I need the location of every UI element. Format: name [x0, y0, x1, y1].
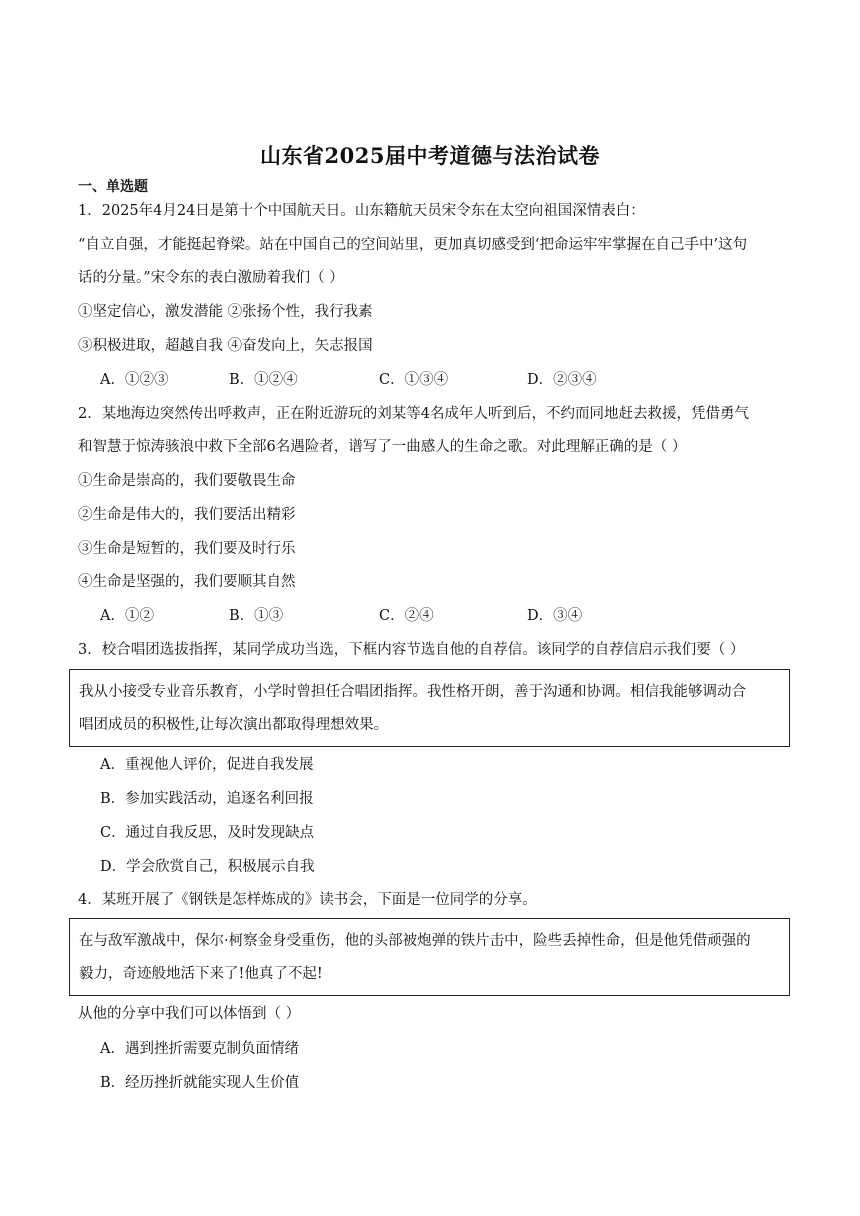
- q2-item: ②生命是伟大的，我们要活出精彩: [78, 507, 296, 523]
- q4-followup: 从他的分享中我们可以体悟到（ ）: [78, 1006, 301, 1022]
- q2-item: ③生命是短暂的，我们要及时行乐: [78, 541, 296, 557]
- q2-item: ①生命是崇高的，我们要敬畏生命: [78, 473, 296, 489]
- q1-stem-line: 1．2025年4月24日是第十个中国航天日。山东籍航天员宋令东在太空向祖国深情表白：: [78, 203, 645, 219]
- section-heading: 一、单选题: [78, 179, 148, 195]
- q1-item: ③积极进取，超越自我 ④奋发向上，矢志报国: [78, 338, 373, 354]
- q3-stem: 3．校合唱团选拔指挥，某同学成功当选，下框内容节选自他的自荐信。该同学的自荐信启示我们要（ ）: [78, 642, 745, 658]
- q4-quote-box: [69, 918, 790, 996]
- q1-option-b[interactable]: B．①②④: [229, 372, 298, 388]
- q1-stem-line: 话的分量。”宋令东的表白激励着我们（ ）: [78, 270, 344, 286]
- q2-item: ④生命是坚强的，我们要顺其自然: [78, 574, 296, 590]
- q1-item: ①坚定信心，激发潜能 ②张扬个性，我行我素: [78, 304, 373, 320]
- q1-stem-line: “自立自强，才能挺起脊梁。站在中国自己的空间站里，更加真切感受到‘把命运牢牢掌握在自己手中’这句: [78, 237, 748, 253]
- q3-option-b[interactable]: B．参加实践活动，追逐名利回报: [100, 791, 314, 807]
- q3-option-c[interactable]: C．通过自我反思，及时发现缺点: [100, 825, 315, 841]
- page-title: 山东省2025届中考道德与法治试卷: [260, 143, 600, 168]
- q3-option-a[interactable]: A．重视他人评价，促进自我发展: [100, 757, 314, 773]
- q2-stem-line: 和智慧于惊涛骇浪中救下全部6名遇险者，谱写了一曲感人的生命之歌。对此理解正确的是（ ）: [78, 439, 687, 455]
- q3-option-d[interactable]: D．学会欣赏自己，积极展示自我: [100, 859, 315, 875]
- q3-box-line: 唱团成员的积极性,让每次演出都取得理想效果。: [79, 717, 389, 733]
- q4-option-a[interactable]: A．遇到挫折需要克制负面情绪: [100, 1041, 299, 1057]
- q4-box-line: 在与敌军激战中，保尔·柯察金身受重伤，他的头部被炮弹的铁片击中，险些丢掉性命，但是他凭借顽强的: [79, 933, 751, 949]
- q2-option-d[interactable]: D．③④: [527, 608, 583, 624]
- q1-option-a[interactable]: A．①②③: [100, 372, 169, 388]
- q3-quote-box: [69, 669, 790, 747]
- q2-option-c[interactable]: C．②④: [379, 608, 434, 624]
- q1-option-c[interactable]: C．①③④: [379, 372, 449, 388]
- q2-option-a[interactable]: A．①②: [100, 608, 154, 624]
- q2-stem-line: 2．某地海边突然传出呼救声，正在附近游玩的刘某等4名成年人听到后，不约而同地赶去救援，凭借勇气: [78, 406, 749, 422]
- q2-option-b[interactable]: B．①③: [229, 608, 284, 624]
- q4-stem: 4．某班开展了《钢铁是怎样炼成的》读书会，下面是一位同学的分享。: [78, 892, 537, 908]
- q4-box-line: 毅力，奇迹般地活下来了!他真了不起!: [79, 966, 323, 982]
- q1-option-d[interactable]: D．②③④: [527, 372, 597, 388]
- q3-box-line: 我从小接受专业音乐教育，小学时曾担任合唱团指挥。我性格开朗，善于沟通和协调。相信我能够调动合: [79, 684, 746, 700]
- q4-option-b[interactable]: B．经历挫折就能实现人生价值: [100, 1075, 300, 1091]
